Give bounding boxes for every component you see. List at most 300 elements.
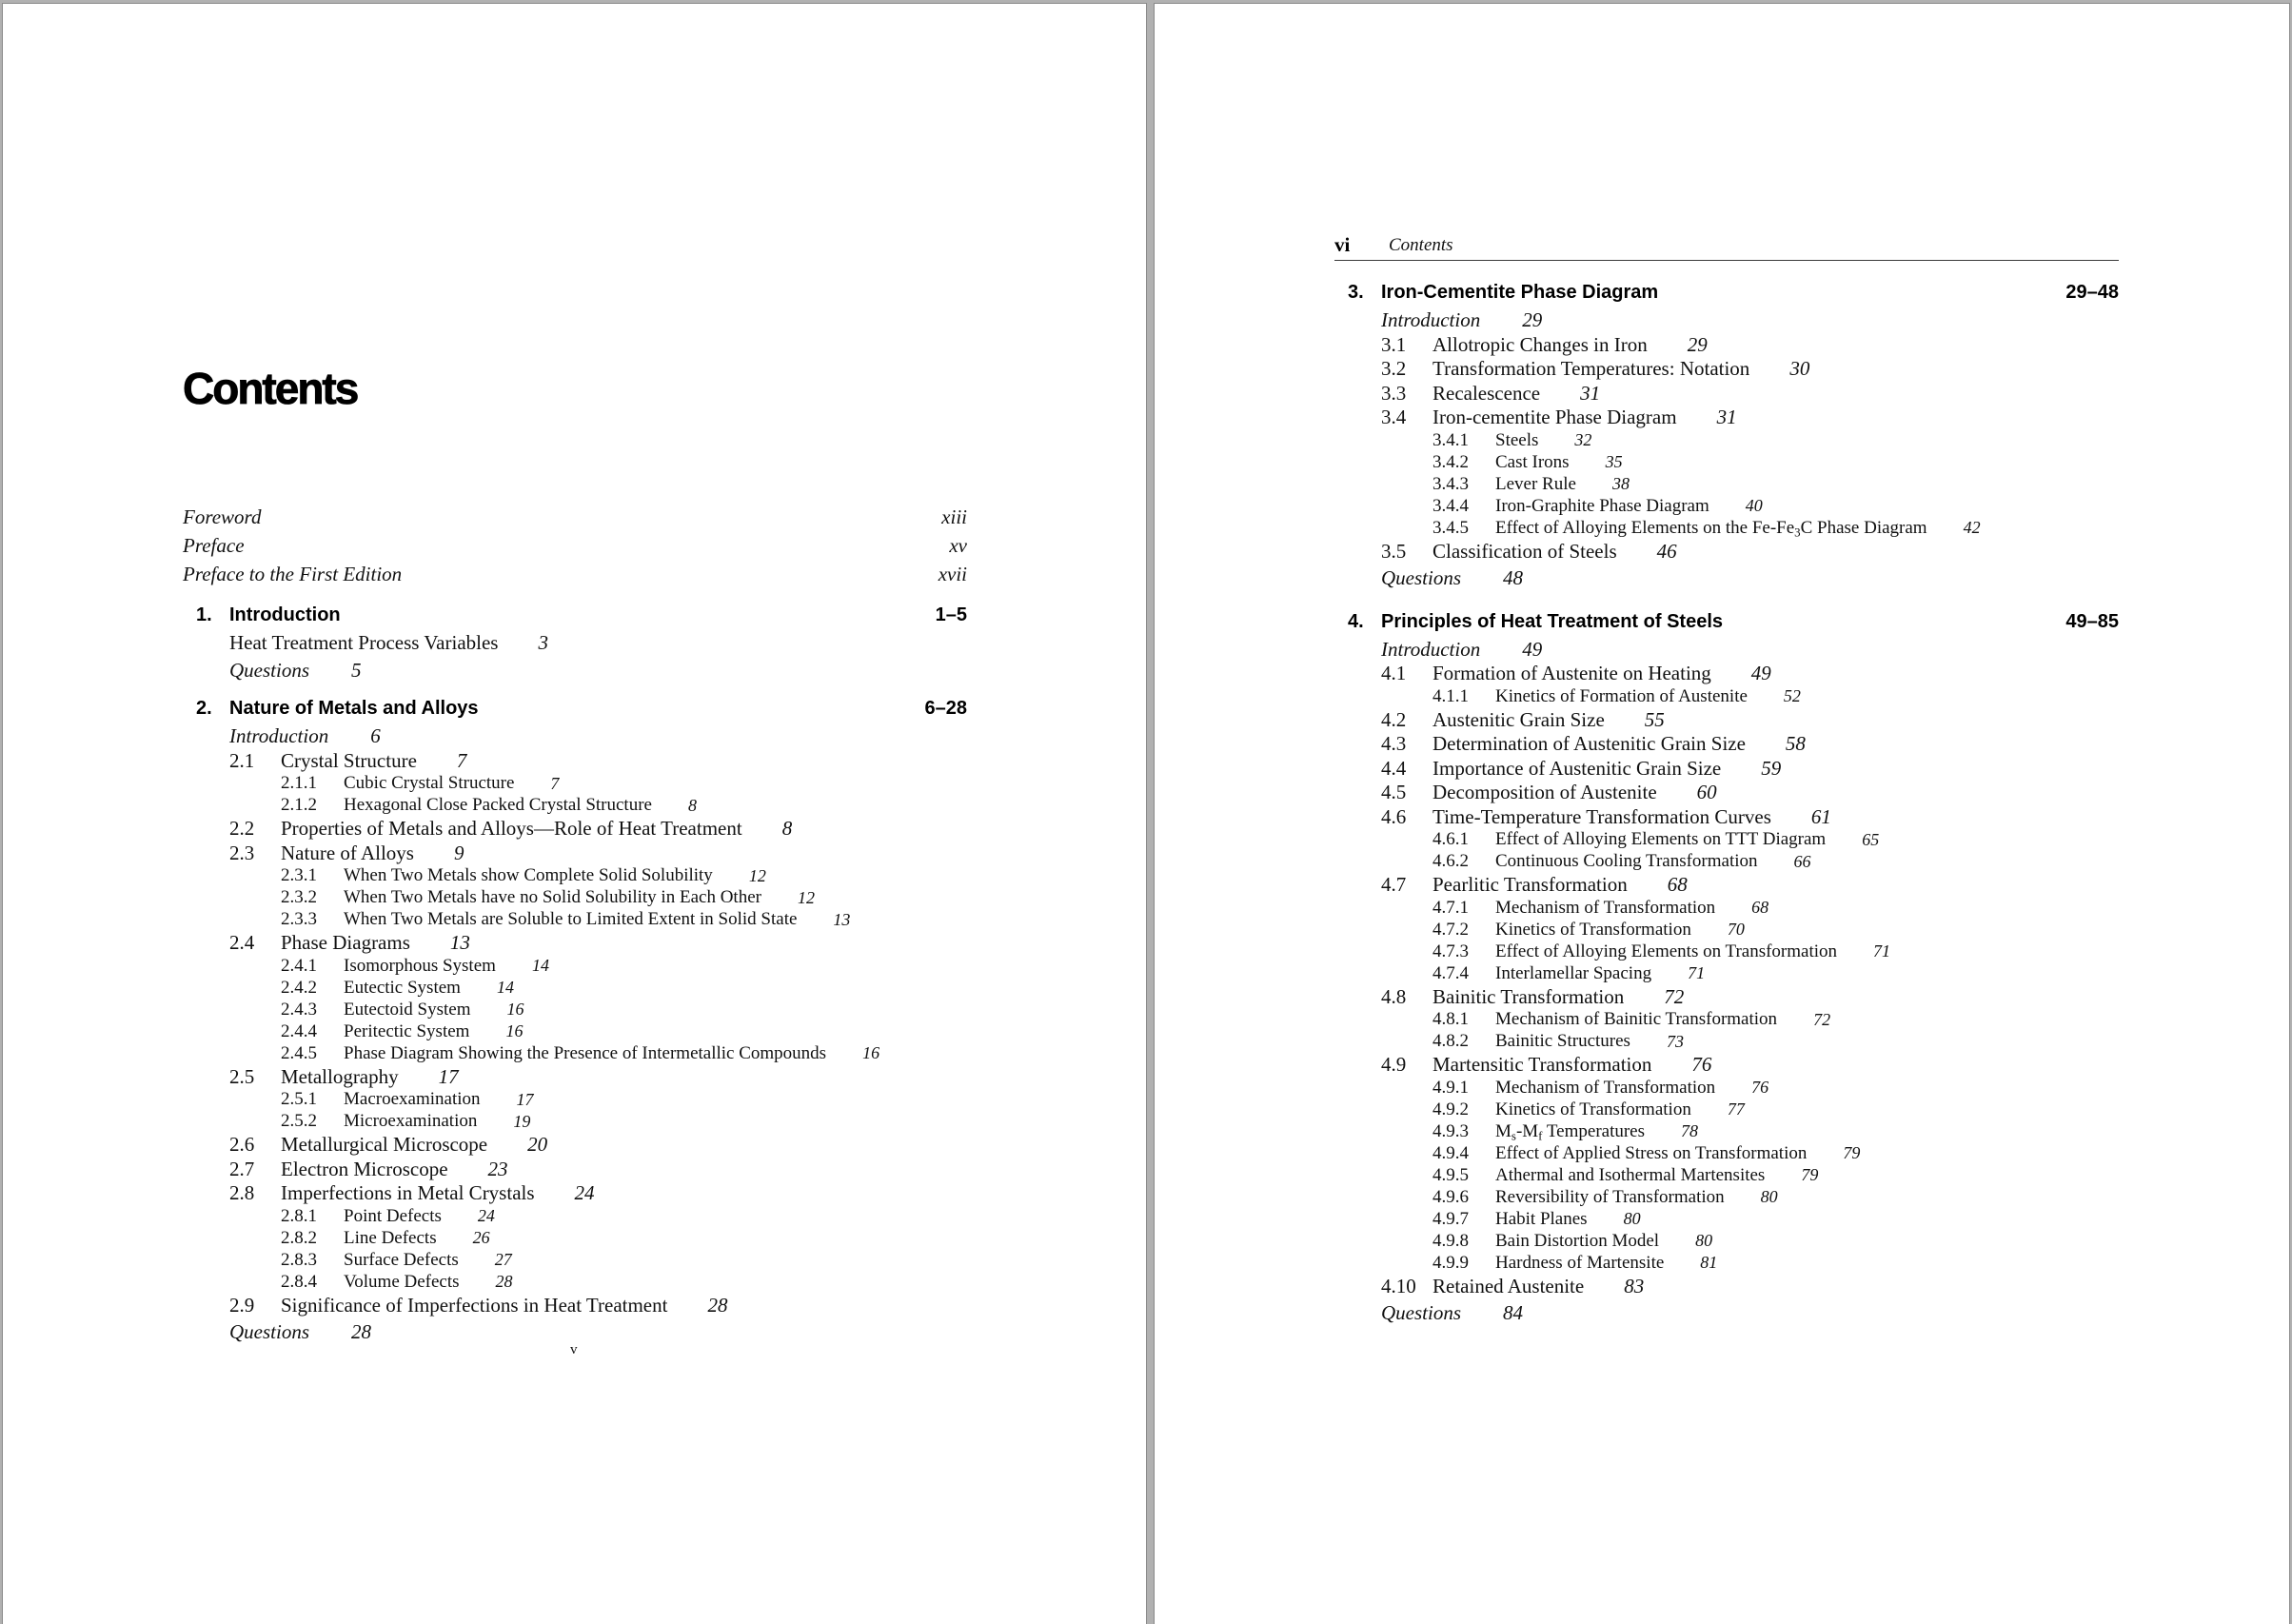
chapter-number: 3. xyxy=(1348,282,1364,303)
subsection-number: 4.7.1 xyxy=(1432,897,1469,918)
page-number: 14 xyxy=(531,956,549,976)
section-title: Importance of Austenitic Grain Size xyxy=(1432,756,1722,780)
subsection-title: Volume Defects xyxy=(344,1271,460,1292)
questions-entry xyxy=(183,659,967,683)
section-number: 4.1 xyxy=(1381,662,1407,685)
running-head-title: Contents xyxy=(1389,234,1453,255)
page-number: 71 xyxy=(1688,963,1706,983)
page-number: 80 xyxy=(1623,1209,1641,1229)
page-number: 19 xyxy=(513,1111,531,1131)
section-entry xyxy=(183,1294,967,1318)
subsection-title: Surface Defects xyxy=(344,1249,459,1270)
questions-entry xyxy=(1334,1301,2119,1326)
subsection-title: Hexagonal Close Packed Crystal Structure xyxy=(344,795,652,816)
subsection-number: 4.6.1 xyxy=(1432,829,1469,850)
section-entry xyxy=(183,817,967,842)
page-number: 68 xyxy=(1667,873,1688,897)
subsection-number: 2.4.5 xyxy=(281,1042,317,1063)
front-matter-title: Foreword xyxy=(183,505,262,529)
subsection-number: 4.7.3 xyxy=(1432,941,1469,961)
section-entry xyxy=(1334,1275,2119,1299)
table-of-contents-list xyxy=(183,504,967,1345)
page-number: 29 xyxy=(1522,308,1543,332)
page-number: 65 xyxy=(1862,829,1880,849)
introduction-entry xyxy=(183,724,967,749)
chapter-number: 2. xyxy=(196,698,212,719)
page-number: 28 xyxy=(351,1320,371,1344)
page-number: 73 xyxy=(1666,1031,1684,1051)
chapter-heading xyxy=(183,692,967,724)
section-number: 4.5 xyxy=(1381,781,1407,804)
page-number: 5 xyxy=(351,658,362,682)
page-number: 6 xyxy=(370,724,381,748)
section-entry xyxy=(183,1158,967,1182)
section-title: Retained Austenite xyxy=(1432,1274,1585,1297)
page-number: 81 xyxy=(1700,1253,1718,1273)
questions-label: Questions xyxy=(1381,1301,1461,1325)
subsection-number: 2.4.4 xyxy=(281,1020,317,1041)
section-title: Transformation Temperatures: Notation xyxy=(1432,357,1750,381)
page-number: 35 xyxy=(1605,452,1623,472)
subscript-text: f xyxy=(1538,1128,1543,1143)
chapter-page-range: 49–85 xyxy=(2065,610,2119,632)
section-entry xyxy=(183,631,967,656)
subsection-entry xyxy=(1334,1031,2119,1053)
subsection-entry xyxy=(183,1021,967,1043)
section-title: Time-Temperature Transformation Curves xyxy=(1432,804,1771,828)
subsection-entry xyxy=(1334,1143,2119,1165)
chapter-heading xyxy=(1334,605,2119,638)
subsection-title: Reversibility of Transformation xyxy=(1495,1186,1725,1207)
subsection-title: Macroexamination xyxy=(344,1089,481,1110)
section-entry xyxy=(1334,406,2119,430)
page-number: 59 xyxy=(1761,756,1782,780)
page-number: 60 xyxy=(1696,781,1717,804)
section-entry xyxy=(1334,540,2119,564)
page-number: xv xyxy=(949,534,967,558)
section-title: Bainitic Transformation xyxy=(1432,984,1625,1008)
section-number: 2.1 xyxy=(229,748,255,772)
page-number: 42 xyxy=(1963,518,1981,538)
subsection-title: Cast Irons xyxy=(1495,451,1570,472)
subsection-title: Hardness of Martensite xyxy=(1495,1252,1665,1273)
subsection-title: Mechanism of Transformation xyxy=(1495,1077,1716,1098)
page-number: 7 xyxy=(550,773,560,793)
subsection-entry xyxy=(1334,518,2119,540)
page-number: 24 xyxy=(477,1206,495,1226)
subsection-title: Kinetics of Formation of Austenite xyxy=(1495,685,1748,706)
section-entry xyxy=(1334,382,2119,406)
page-number: 28 xyxy=(707,1293,728,1317)
section-title: Determination of Austenitic Grain Size xyxy=(1432,732,1746,756)
section-entry xyxy=(183,842,967,866)
chapter-heading xyxy=(183,599,967,631)
section-entry xyxy=(183,1133,967,1158)
page-number: 58 xyxy=(1785,732,1806,756)
subsection-entry xyxy=(183,795,967,817)
section-entry xyxy=(1334,985,2119,1010)
subsection-entry xyxy=(183,1250,967,1272)
subsection-number: 4.7.4 xyxy=(1432,962,1469,983)
section-number: 3.2 xyxy=(1381,357,1407,381)
page-number: 13 xyxy=(833,909,851,929)
subsection-entry xyxy=(183,1089,967,1111)
subsection-number: 4.9.6 xyxy=(1432,1186,1469,1207)
subsection-entry xyxy=(183,1000,967,1021)
chapter-number: 4. xyxy=(1348,610,1364,632)
section-number: 3.5 xyxy=(1381,539,1407,563)
section-entry xyxy=(183,1181,967,1206)
page-number: 27 xyxy=(494,1250,512,1270)
subsection-number: 2.1.1 xyxy=(281,773,317,794)
section-title: Formation of Austenite on Heating xyxy=(1432,662,1711,685)
section-number: 4.4 xyxy=(1381,756,1407,780)
subsection-title: Mechanism of Transformation xyxy=(1495,897,1716,918)
chapter-page-range: 1–5 xyxy=(935,604,967,625)
section-number: 2.8 xyxy=(229,1181,255,1205)
subsection-entry xyxy=(1334,829,2119,851)
page-number: 16 xyxy=(862,1043,880,1063)
page-number: 17 xyxy=(516,1089,534,1109)
subsection-number: 2.8.1 xyxy=(281,1205,317,1226)
questions-label: Questions xyxy=(229,658,309,682)
page-number: 31 xyxy=(1580,381,1601,405)
running-head xyxy=(1334,230,2119,261)
section-title: Significance of Imperfections in Heat Treatment xyxy=(281,1293,668,1317)
section-number: 2.2 xyxy=(229,817,255,841)
page-number: 76 xyxy=(1691,1053,1712,1077)
subsection-title: Effect of Applied Stress on Transformation xyxy=(1495,1142,1808,1163)
section-title: Austenitic Grain Size xyxy=(1432,707,1605,731)
left-page xyxy=(3,4,1146,1624)
section-title: Crystal Structure xyxy=(281,748,417,772)
page-number: 72 xyxy=(1813,1009,1831,1029)
subsection-number: 4.9.3 xyxy=(1432,1120,1469,1141)
right-page xyxy=(1155,4,2289,1624)
page-number: 9 xyxy=(453,841,464,864)
subsection-number: 4.8.1 xyxy=(1432,1009,1469,1030)
page-number: 8 xyxy=(687,795,697,815)
section-title: Allotropic Changes in Iron xyxy=(1432,332,1648,356)
subsection-number: 2.8.4 xyxy=(281,1271,317,1292)
chapter-page-range: 29–48 xyxy=(2065,282,2119,303)
front-matter-entry xyxy=(183,532,967,561)
subsection-number: 3.4.5 xyxy=(1432,517,1469,538)
section-number: 4.10 xyxy=(1381,1274,1416,1297)
page-number: 7 xyxy=(456,748,467,772)
subsection-entry xyxy=(183,1206,967,1228)
chapter-title: Iron-Cementite Phase Diagram xyxy=(1381,282,1659,303)
chapter-title: Nature of Metals and Alloys xyxy=(229,698,479,719)
section-entry xyxy=(1334,732,2119,757)
chapter-title: Principles of Heat Treatment of Steels xyxy=(1381,610,1723,632)
section-title: Heat Treatment Process Variables xyxy=(229,631,499,655)
subsection-number: 2.4.2 xyxy=(281,977,317,998)
subsection-entry xyxy=(183,909,967,931)
section-number: 4.6 xyxy=(1381,804,1407,828)
subsection-number: 2.3.2 xyxy=(281,887,317,908)
section-title: Iron-cementite Phase Diagram xyxy=(1432,406,1677,429)
subsection-number: 4.9.5 xyxy=(1432,1164,1469,1185)
subscript-text: 3 xyxy=(1794,525,1801,540)
questions-label: Questions xyxy=(1381,566,1461,590)
subsection-title: Bain Distortion Model xyxy=(1495,1230,1660,1251)
page-number: 68 xyxy=(1751,898,1769,918)
subsection-title: Steels xyxy=(1495,429,1539,450)
subsection-entry xyxy=(1334,686,2119,708)
subsection-entry xyxy=(1334,1121,2119,1143)
introduction-label: Introduction xyxy=(1381,308,1481,332)
section-entry xyxy=(1334,757,2119,782)
page-number: 80 xyxy=(1760,1187,1778,1207)
subsection-number: 2.3.1 xyxy=(281,865,317,886)
chapter-heading xyxy=(1334,276,2119,308)
introduction-label: Introduction xyxy=(229,724,329,748)
section-number: 2.6 xyxy=(229,1133,255,1157)
page-number: 76 xyxy=(1751,1078,1769,1098)
page-number: xiii xyxy=(941,505,967,529)
chapter-number: 1. xyxy=(196,604,212,625)
subsection-number: 4.9.9 xyxy=(1432,1252,1469,1273)
subsection-entry xyxy=(183,956,967,978)
page-number: xvii xyxy=(938,563,967,586)
section-entry xyxy=(183,931,967,956)
page-number: 16 xyxy=(505,1021,524,1041)
section-title: Classification of Steels xyxy=(1432,539,1617,563)
page-number: 3 xyxy=(538,631,548,655)
section-entry xyxy=(1334,333,2119,358)
section-entry xyxy=(1334,781,2119,805)
section-entry xyxy=(1334,873,2119,898)
section-number: 2.4 xyxy=(229,931,255,955)
page-number: 52 xyxy=(1783,686,1801,706)
subsection-title: Isomorphous System xyxy=(344,955,496,976)
subsection-title xyxy=(1495,519,1927,539)
introduction-entry xyxy=(1334,638,2119,663)
subsection-entry xyxy=(183,1228,967,1250)
subsection-title xyxy=(1495,1122,1645,1142)
subsection-title: Eutectic System xyxy=(344,977,461,998)
section-entry xyxy=(1334,357,2119,382)
subsection-title: Effect of Alloying Elements on TTT Diagram xyxy=(1495,829,1827,850)
page-number: 72 xyxy=(1664,984,1685,1008)
subsection-title: Kinetics of Transformation xyxy=(1495,919,1691,940)
page-number: 61 xyxy=(1810,804,1831,828)
subsection-entry xyxy=(1334,430,2119,452)
subsection-number: 3.4.3 xyxy=(1432,473,1469,494)
subsection-title: Kinetics of Transformation xyxy=(1495,1099,1691,1119)
subsection-number: 4.9.8 xyxy=(1432,1230,1469,1251)
subsection-entry xyxy=(183,1111,967,1133)
subsection-entry xyxy=(183,887,967,909)
section-number: 3.1 xyxy=(1381,332,1407,356)
page-number: 30 xyxy=(1789,357,1810,381)
section-entry xyxy=(1334,708,2119,733)
front-matter-entry xyxy=(183,561,967,589)
subsection-title: Phase Diagram Showing the Presence of Intermetallic Compounds xyxy=(344,1042,827,1063)
subsection-entry xyxy=(1334,1187,2119,1209)
section-number: 2.5 xyxy=(229,1064,255,1088)
subsection-title: Habit Planes xyxy=(1495,1208,1588,1229)
title-segment: Effect of Alloying Elements on the Fe-Fe xyxy=(1495,517,1795,538)
section-number: 4.2 xyxy=(1381,707,1407,731)
section-number: 2.7 xyxy=(229,1157,255,1180)
subsection-number: 2.5.2 xyxy=(281,1111,317,1132)
section-title: Electron Microscope xyxy=(281,1157,448,1180)
page-number: 49 xyxy=(1750,662,1771,685)
page-number: 16 xyxy=(506,1000,524,1020)
subsection-title: Effect of Alloying Elements on Transformation xyxy=(1495,941,1838,961)
page-number: 26 xyxy=(472,1228,490,1248)
front-matter-entry xyxy=(183,504,967,532)
page-number: 71 xyxy=(1873,941,1891,961)
subsection-entry xyxy=(1334,963,2119,985)
section-entry xyxy=(1334,662,2119,686)
subsection-number: 4.9.7 xyxy=(1432,1208,1469,1229)
subsection-number: 4.6.2 xyxy=(1432,851,1469,872)
page-number: 70 xyxy=(1727,920,1745,940)
page-number: 20 xyxy=(527,1133,548,1157)
subsection-entry xyxy=(1334,1231,2119,1253)
section-number: 3.3 xyxy=(1381,381,1407,405)
subsection-number: 4.9.4 xyxy=(1432,1142,1469,1163)
section-title: Nature of Alloys xyxy=(281,841,414,864)
page-number: 49 xyxy=(1522,637,1543,661)
page-number: 79 xyxy=(1843,1143,1861,1163)
subsection-entry xyxy=(1334,474,2119,496)
subsection-title: Lever Rule xyxy=(1495,473,1576,494)
section-entry xyxy=(183,1065,967,1090)
questions-entry xyxy=(1334,566,2119,591)
page-number: 46 xyxy=(1656,539,1677,563)
subsection-title: Interlamellar Spacing xyxy=(1495,962,1652,983)
page-number: 40 xyxy=(1745,496,1763,516)
subsection-number: 3.4.1 xyxy=(1432,429,1469,450)
section-title: Metallography xyxy=(281,1064,399,1088)
section-number: 3.4 xyxy=(1381,406,1407,429)
section-number: 4.3 xyxy=(1381,732,1407,756)
subsection-number: 4.7.2 xyxy=(1432,919,1469,940)
subsection-number: 4.9.2 xyxy=(1432,1099,1469,1119)
subsection-number: 2.3.3 xyxy=(281,909,317,930)
section-entry xyxy=(183,749,967,774)
section-title: Imperfections in Metal Crystals xyxy=(281,1181,535,1205)
page-number: 79 xyxy=(1801,1165,1819,1185)
section-title: Martensitic Transformation xyxy=(1432,1053,1652,1077)
subsection-title: Bainitic Structures xyxy=(1495,1031,1630,1052)
subsection-number: 3.4.4 xyxy=(1432,495,1469,516)
subsection-entry xyxy=(1334,1209,2119,1231)
subsection-entry xyxy=(1334,1099,2119,1121)
subsection-entry xyxy=(183,1272,967,1294)
subsection-entry xyxy=(1334,851,2119,873)
page-number: 77 xyxy=(1727,1099,1745,1119)
page-number: 17 xyxy=(438,1064,459,1088)
subsection-entry xyxy=(1334,941,2119,963)
subsection-entry xyxy=(1334,1078,2119,1099)
subsection-entry xyxy=(1334,1165,2119,1187)
subsection-title: When Two Metals are Soluble to Limited Extent in Solid State xyxy=(344,909,798,930)
subsection-title: Continuous Cooling Transformation xyxy=(1495,851,1758,872)
contents-heading: Contents xyxy=(183,364,358,413)
page-number: 23 xyxy=(487,1157,508,1180)
section-entry xyxy=(1334,805,2119,830)
subsection-title: Cubic Crystal Structure xyxy=(344,773,515,794)
page-number: 14 xyxy=(496,978,514,998)
section-title: Decomposition of Austenite xyxy=(1432,781,1657,804)
subsection-title: Microexamination xyxy=(344,1111,478,1132)
page-number: 48 xyxy=(1503,566,1523,590)
subsection-number: 4.9.1 xyxy=(1432,1077,1469,1098)
subsection-number: 2.1.2 xyxy=(281,795,317,816)
subsection-entry xyxy=(183,978,967,1000)
page-number: 12 xyxy=(797,887,815,907)
subsection-number: 2.5.1 xyxy=(281,1089,317,1110)
subsection-entry xyxy=(183,865,967,887)
page-number: 24 xyxy=(574,1181,595,1205)
section-title: Recalescence xyxy=(1432,381,1541,405)
page-number: 78 xyxy=(1681,1121,1699,1141)
subsection-title: Eutectoid System xyxy=(344,999,471,1020)
subsection-title: Peritectic System xyxy=(344,1020,470,1041)
page-number: 66 xyxy=(1793,851,1811,871)
section-number: 4.9 xyxy=(1381,1053,1407,1077)
page-number: 32 xyxy=(1574,430,1592,450)
subsection-number: 3.4.2 xyxy=(1432,451,1469,472)
subsection-entry xyxy=(183,773,967,795)
subsection-title: Athermal and Isothermal Martensites xyxy=(1495,1164,1766,1185)
section-number: 4.7 xyxy=(1381,873,1407,897)
subsection-entry xyxy=(183,1043,967,1065)
front-matter-title: Preface to the First Edition xyxy=(183,563,403,586)
subsection-number: 2.4.1 xyxy=(281,955,317,976)
subsection-entry xyxy=(1334,1009,2119,1031)
page-number: 55 xyxy=(1644,707,1665,731)
subsection-number: 2.8.3 xyxy=(281,1249,317,1270)
subsection-entry xyxy=(1334,920,2119,941)
section-number: 2.3 xyxy=(229,841,255,864)
page-number: 38 xyxy=(1611,474,1630,494)
title-segment: M xyxy=(1495,1120,1512,1141)
section-title: Pearlitic Transformation xyxy=(1432,873,1628,897)
title-segment: -M xyxy=(1515,1120,1539,1141)
page-number: 13 xyxy=(449,931,470,955)
subsection-number: 2.8.2 xyxy=(281,1227,317,1248)
title-segment: Temperatures xyxy=(1542,1120,1646,1141)
front-matter-title: Preface xyxy=(183,534,245,558)
section-title: Phase Diagrams xyxy=(281,931,410,955)
subsection-number: 2.4.3 xyxy=(281,999,317,1020)
subsection-title: Mechanism of Bainitic Transformation xyxy=(1495,1009,1778,1030)
introduction-label: Introduction xyxy=(1381,637,1481,661)
page-number: 8 xyxy=(781,817,793,841)
page-folio: v xyxy=(570,1342,578,1357)
section-number: 2.9 xyxy=(229,1293,255,1317)
subsection-title: Line Defects xyxy=(344,1227,437,1248)
subsection-number: 4.8.2 xyxy=(1432,1031,1469,1052)
running-head-folio: vi xyxy=(1334,233,1351,256)
page-number: 31 xyxy=(1716,406,1737,429)
section-entry xyxy=(1334,1053,2119,1078)
subsection-entry xyxy=(1334,452,2119,474)
subsection-entry xyxy=(1334,898,2119,920)
subsection-entry xyxy=(1334,1253,2119,1275)
questions-label: Questions xyxy=(229,1320,309,1344)
questions-entry xyxy=(183,1320,967,1345)
chapter-page-range: 6–28 xyxy=(924,698,967,719)
page-number: 29 xyxy=(1687,332,1708,356)
page-number: 83 xyxy=(1624,1274,1645,1297)
